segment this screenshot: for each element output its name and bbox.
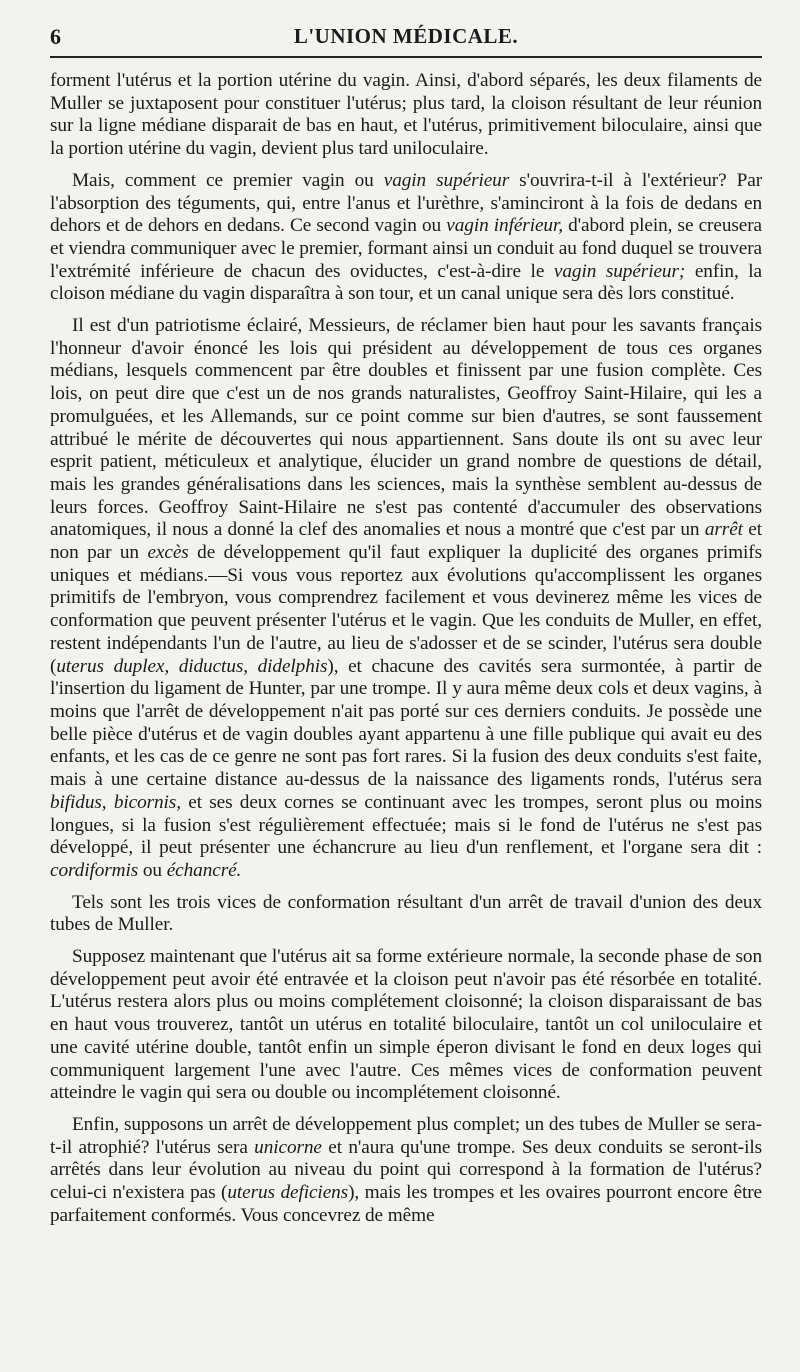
italic-text: bifidus, bicornis, (50, 791, 181, 813)
page-number: 6 (50, 24, 61, 49)
header-rule (50, 56, 762, 58)
italic-text: cordiformis (50, 859, 139, 881)
italic-text: uterus deficiens (227, 1182, 349, 1204)
italic-text: vagin supérieur (383, 169, 510, 191)
paragraph (50, 892, 762, 937)
italic-text: excès (147, 542, 189, 564)
text-run: et non par un (50, 519, 762, 564)
text-run: Tels sont les trois vices de conformation résultant d'un arrêt de travail d'union des deux tubes de Muller. (50, 891, 762, 936)
paragraph (50, 315, 762, 883)
text-run: Mais, comment ce premier vagin ou (72, 169, 384, 191)
text-run: et ses deux cornes se continuant avec les trompes, seront plus ou moins longues, si la fusion s'est régulièrement effectuée; mais si le fond de l'utérus ne s'est pas développé, il peut présenter une échancrure au lieu d'un renflement, et l'organe sera dit : (50, 791, 762, 859)
text-run: s'ouvrira-t-il à l'extérieur? Par l'absorption des téguments, qui, entre l'anus et l'urèthre, s'aminciront à la fois de dedans en dehors et de dehors en dedans. Ce second vagin ou (50, 169, 763, 237)
text-run: d'abord plein, se creusera et viendra communiquer avec le premier, formant ainsi un conduit au fond duquel se trouvera l'extrémité inférieure de chacun des oviductes, c'est-à-dire le (50, 215, 763, 282)
text-run: et n'aura qu'une trompe. Ses deux conduits se seront-ils arrêtés dans leur évolution au niveau du point qui correspond à la formation de l'utérus? celui-ci n'existera pas ( (50, 1136, 762, 1204)
text-run: Enfin, supposons un arrêt de développement plus complet; un des tubes de Muller se sera-t-il atrophié? l'utérus sera (50, 1113, 762, 1158)
paragraph (50, 70, 762, 161)
italic-text: vagin inférieur, (446, 215, 563, 237)
text-run: de développement qu'il faut expliquer la duplicité des organes primifs uniques et médians.—Si vous vous reportez aux évolutions qu'accomplissent les organes primitifs de l'embryon, vous comprendrez facilement et vous devinerez même les vices de conformation que peuvent présenter l'utérus et le vagin. Que les conduits de Muller, en effet, restent indépendants l'un de l'autre, au lieu de s'adosser et de se scinder, l'utérus sera double ( (50, 542, 762, 677)
italic-text: unicorne (254, 1136, 322, 1158)
text-run: ), et chacune des cavités sera surmontée, à partir de l'insertion du ligament de Hunter, par une trompe. Il y aura même deux cols et deux vagins, à moins que l'arrêt de développement n'ait pas porté sur ces derniers conduits. Je possède une belle pièce d'utérus et de vagin doubles ayant appartenu à une fille publique qui avait eu des enfants, et les cas de ce genre ne sont pas fort rares. Si la fusion des deux conduits s'est faite, mais à une certaine distance au-dessus de la naissance des ligaments ronds, l'utérus sera (50, 655, 762, 791)
text-run: enfin, la cloison médiane du vagin disparaîtra à son tour, et un canal unique sera dès lors constitué. (50, 260, 763, 305)
paragraph (50, 1114, 762, 1228)
italic-text: vagin supérieur; (553, 260, 686, 282)
text-run: ou (138, 859, 167, 881)
paragraph (50, 170, 762, 306)
paragraph (50, 946, 762, 1105)
text-run: ), mais les trompes et les ovaires pourront encore être parfaitement conformés. Vous concevrez de même (50, 1182, 762, 1226)
body-text (50, 70, 762, 1236)
page-header (50, 0, 762, 52)
text-run: Supposez maintenant que l'utérus ait sa forme extérieure normale, la seconde phase de son développement peut avoir été entravée et la cloison peut n'avoir pas été résorbée en totalité. L'utérus restera alors plus ou moins complétement cloisonné; la cloison disparaissant de bas en haut vous trouverez, tantôt un utérus en totalité biloculaire, tantôt un col uniloculaire et une cavité utérine double, tantôt enfin un simple éperon divisant le fond en deux loges qui communiquent largement l'une avec l'autre. Ces mêmes vices de conformation peuvent atteindre le vagin qui sera ou double ou incomplétement cloisonné. (50, 946, 762, 1104)
text-run: Il est d'un patriotisme éclairé, Messieurs, de réclamer bien haut pour les savants français l'honneur d'avoir énoncé les lois qui président au développement de tous ces organes médians, lesquels commencent par être doubles et finissent par une fusion complète. Ces lois, on peut dire que c'est un de nos grands naturalistes, Geoffroy Saint-Hilaire, qui les a promulguées, et les Allemands, sur ce point comme sur bien d'autres, se sont faussement attribué le mérite de découvertes qui nous appartiennent. Sans doute ils ont su avec leur esprit patient, méticuleux et analytique, élucider un grand nombre de questions de détail, mais les grandes généralisations dans les sciences, mais la synthèse semblent au-dessus de leurs forces. Geoffroy Saint-Hilaire ne s'est pas contenté d'accumuler des observations anatomiques, il nous a donné la clef des anomalies et nous a montré que c'est par un (50, 315, 762, 541)
italic-text: uterus duplex, diductus, didelphis (56, 655, 328, 677)
text-run: forment l'utérus et la portion utérine du vagin. Ainsi, d'abord séparés, les deux filaments de Muller se juxtaposent pour constituer l'utérus; plus tard, la cloison résultant de leur réunion sur la ligne médiane disparait de bas en haut, et l'utérus, primitivement biloculaire, ainsi que la portion utérine du vagin, devient plus tard uniloculaire. (50, 70, 762, 160)
italic-text: échancré. (166, 859, 242, 881)
italic-text: arrêt (704, 519, 743, 541)
running-head: L'UNION MÉDICALE. (293, 24, 519, 48)
